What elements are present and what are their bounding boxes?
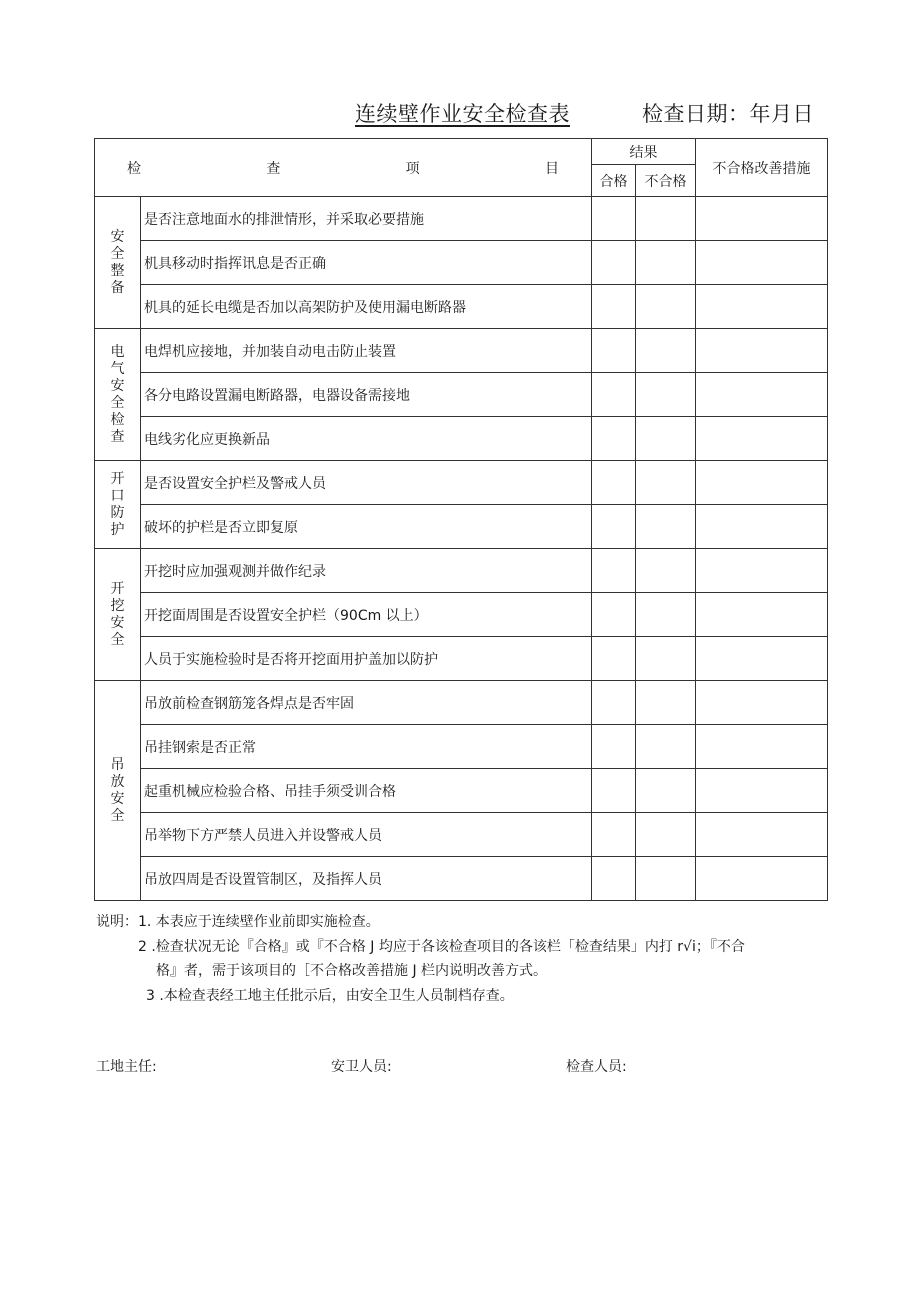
pass-cell[interactable] <box>592 417 636 461</box>
check-item: 开挖面周围是否设置安全护栏（90Cm 以上） <box>141 593 592 637</box>
category-label: 吊放安全 <box>110 756 125 824</box>
fail-cell[interactable] <box>636 813 696 857</box>
category-cell <box>95 197 141 329</box>
improvement-cell[interactable] <box>696 461 828 505</box>
signature-inspector: 检查人员: <box>566 1059 627 1075</box>
title-row <box>0 98 920 132</box>
fail-cell[interactable] <box>636 417 696 461</box>
fail-cell[interactable] <box>636 197 696 241</box>
table-row <box>95 241 828 285</box>
improvement-cell[interactable] <box>696 417 828 461</box>
note-line-4: 3 .本检查表经工地主任批示后，由安全卫生人员制档存查。 <box>146 988 514 1004</box>
header-item-char: 目 <box>544 160 559 177</box>
check-item: 起重机械应检验合格、吊挂手须受训合格 <box>141 769 592 813</box>
pass-cell[interactable] <box>592 769 636 813</box>
fail-cell[interactable] <box>636 769 696 813</box>
pass-cell[interactable] <box>592 637 636 681</box>
improvement-cell[interactable] <box>696 593 828 637</box>
improvement-cell[interactable] <box>696 197 828 241</box>
improvement-cell[interactable] <box>696 241 828 285</box>
note-line-3: 格』者，需于该项目的［不合格改善措施 J 栏内说明改善方式。 <box>156 963 548 979</box>
header-result: 结果 <box>592 139 696 165</box>
improvement-cell[interactable] <box>696 769 828 813</box>
category-cell <box>95 461 141 549</box>
signature-site-chief: 工地主任: <box>96 1059 157 1075</box>
note-line-1: 说明：1. 本表应于连续壁作业前即实施检查。 <box>96 914 380 930</box>
table-row <box>95 681 828 725</box>
fail-cell[interactable] <box>636 285 696 329</box>
fail-cell[interactable] <box>636 857 696 901</box>
pass-cell[interactable] <box>592 549 636 593</box>
fail-cell[interactable] <box>636 461 696 505</box>
table-row <box>95 373 828 417</box>
check-item: 电线劣化应更换新品 <box>141 417 592 461</box>
fail-cell[interactable] <box>636 373 696 417</box>
pass-cell[interactable] <box>592 373 636 417</box>
table-row <box>95 197 828 241</box>
category-label: 电气安全检查 <box>110 343 125 445</box>
table-row <box>95 857 828 901</box>
pass-cell[interactable] <box>592 813 636 857</box>
check-item: 机具移动时指挥讯息是否正确 <box>141 241 592 285</box>
header-row <box>95 139 828 165</box>
improvement-cell[interactable] <box>696 681 828 725</box>
table-row <box>95 725 828 769</box>
improvement-cell[interactable] <box>696 637 828 681</box>
pass-cell[interactable] <box>592 857 636 901</box>
header-item-char: 查 <box>266 160 281 177</box>
improvement-cell[interactable] <box>696 505 828 549</box>
fail-cell[interactable] <box>636 505 696 549</box>
category-label: 开挖安全 <box>110 580 125 648</box>
improvement-cell[interactable] <box>696 373 828 417</box>
check-item: 开挖时应加强观测并做作纪录 <box>141 549 592 593</box>
table-row <box>95 637 828 681</box>
table-row <box>95 549 828 593</box>
check-item: 电焊机应接地，并加装自动电击防止装置 <box>141 329 592 373</box>
check-item: 是否注意地面水的排泄情形，并采取必要措施 <box>141 197 592 241</box>
fail-cell[interactable] <box>636 681 696 725</box>
table-row <box>95 329 828 373</box>
fail-cell[interactable] <box>636 593 696 637</box>
header-check-item <box>95 139 592 197</box>
table-row <box>95 461 828 505</box>
fail-cell[interactable] <box>636 549 696 593</box>
signature-safety-staff: 安卫人员: <box>331 1059 392 1075</box>
check-item: 吊挂钢索是否正常 <box>141 725 592 769</box>
fail-cell[interactable] <box>636 637 696 681</box>
improvement-cell[interactable] <box>696 285 828 329</box>
category-cell <box>95 681 141 901</box>
table-row <box>95 813 828 857</box>
table-row <box>95 769 828 813</box>
header-improvement: 不合格改善措施 <box>696 139 828 197</box>
category-label: 开口防护 <box>110 470 125 538</box>
header-fail: 不合格 <box>636 165 696 197</box>
table-row <box>95 285 828 329</box>
pass-cell[interactable] <box>592 681 636 725</box>
form-title: 连续壁作业安全检查表 <box>355 102 570 126</box>
improvement-cell[interactable] <box>696 813 828 857</box>
check-item: 吊放前检查钢筋笼各焊点是否牢固 <box>141 681 592 725</box>
table-row <box>95 505 828 549</box>
improvement-cell[interactable] <box>696 725 828 769</box>
pass-cell[interactable] <box>592 241 636 285</box>
fail-cell[interactable] <box>636 241 696 285</box>
check-item: 吊举物下方严禁人员进入并设警戒人员 <box>141 813 592 857</box>
header-item-char: 检 <box>127 160 141 177</box>
note-line-2: 2 .检查状况无论『合格』或『不合格 J 均应于各该检查项目的各该栏「检查结果」内打 r√i；『不合 <box>138 939 745 955</box>
check-item: 破坏的护栏是否立即复原 <box>141 505 592 549</box>
pass-cell[interactable] <box>592 725 636 769</box>
check-item: 机具的延长电缆是否加以高架防护及使用漏电断路器 <box>141 285 592 329</box>
inspection-date-label: 检查日期：年月日 <box>642 102 814 126</box>
fail-cell[interactable] <box>636 725 696 769</box>
header-pass: 合格 <box>592 165 636 197</box>
pass-cell[interactable] <box>592 329 636 373</box>
table-row <box>95 417 828 461</box>
header-item-char: 项 <box>405 160 420 177</box>
check-item: 吊放四周是否设置管制区，及指挥人员 <box>141 857 592 901</box>
table-row <box>95 593 828 637</box>
improvement-cell[interactable] <box>696 857 828 901</box>
pass-cell[interactable] <box>592 285 636 329</box>
improvement-cell[interactable] <box>696 549 828 593</box>
improvement-cell[interactable] <box>696 329 828 373</box>
check-item: 是否设置安全护栏及警戒人员 <box>141 461 592 505</box>
check-item: 人员于实施检验时是否将开挖面用护盖加以防护 <box>141 637 592 681</box>
pass-cell[interactable] <box>592 197 636 241</box>
pass-cell[interactable] <box>592 593 636 637</box>
category-cell <box>95 549 141 681</box>
category-label: 安全整备 <box>110 228 125 296</box>
pass-cell[interactable] <box>592 505 636 549</box>
check-item: 各分电路设置漏电断路器，电器设备需接地 <box>141 373 592 417</box>
fail-cell[interactable] <box>636 329 696 373</box>
checklist-table <box>94 138 828 901</box>
category-cell <box>95 329 141 461</box>
pass-cell[interactable] <box>592 461 636 505</box>
